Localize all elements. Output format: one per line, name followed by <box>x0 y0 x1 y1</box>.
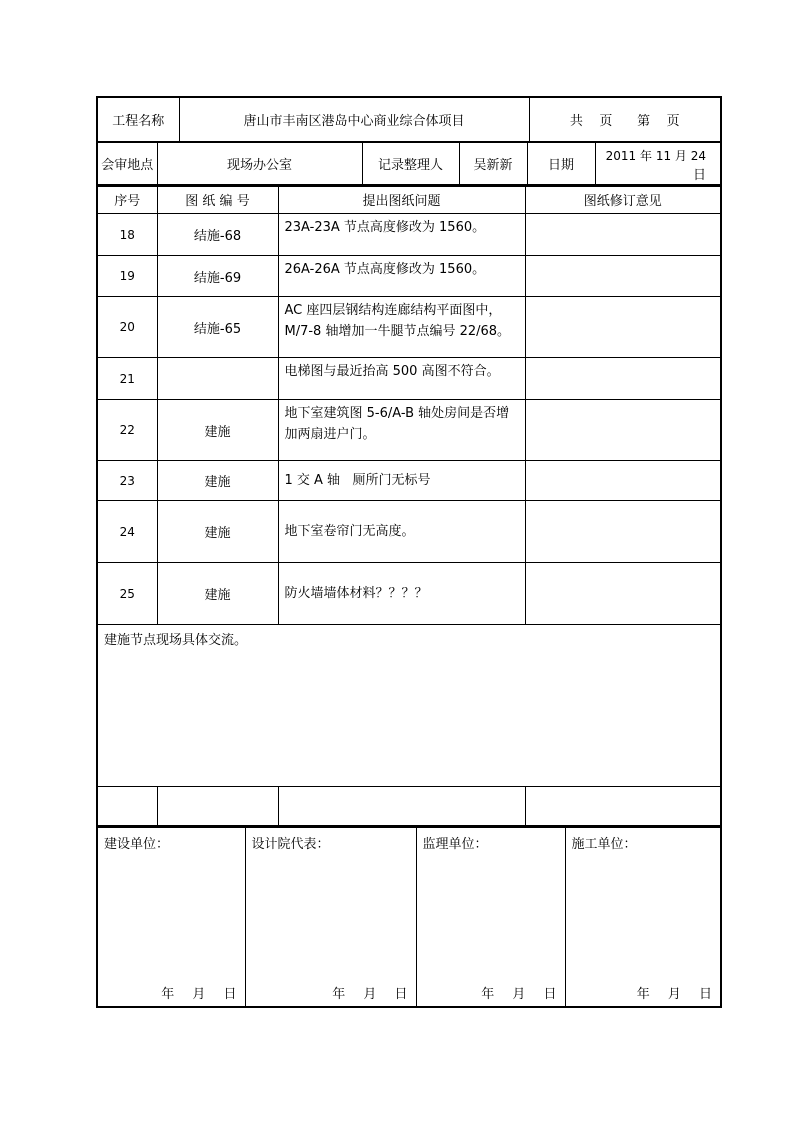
row-issue: 电梯图与最近抬高 500 高图不符合。 <box>278 358 525 400</box>
col-drawing-no: 图 纸 编 号 <box>157 186 278 214</box>
row-opinion <box>525 358 721 400</box>
table-row <box>97 358 721 400</box>
row-issue: AC 座四层钢结构连廊结构平面图中，M/7-8 轴增加一牛腿节点编号 22/68。 <box>278 297 525 358</box>
owner-label: 建设单位： <box>104 837 170 852</box>
row-seq: 24 <box>97 501 157 563</box>
row-seq: 19 <box>97 256 157 297</box>
note-text: 建施节点现场具体交流。 <box>97 625 721 787</box>
owner-signature-cell <box>97 827 245 1007</box>
empty-cell <box>525 787 721 826</box>
row-opinion <box>525 256 721 297</box>
table-row <box>97 256 721 297</box>
drawing-review-record-form <box>96 96 720 1008</box>
empty-cell <box>157 787 278 826</box>
row-seq: 22 <box>97 400 157 461</box>
supervisor-date: 年 月 日 <box>481 987 557 1002</box>
recorder-value: 吴新新 <box>459 142 527 184</box>
col-seq: 序号 <box>97 186 157 214</box>
row-seq: 23 <box>97 461 157 501</box>
page-info: 共 页 第 页 <box>529 97 721 141</box>
table-row <box>97 461 721 501</box>
column-header-row <box>97 186 721 214</box>
row-opinion <box>525 214 721 256</box>
table-row <box>97 214 721 256</box>
project-label: 工程名称 <box>97 97 179 141</box>
row-drawing <box>157 358 278 400</box>
date-value-line2: 日 <box>692 167 706 183</box>
row-drawing: 建施 <box>157 461 278 501</box>
row-issue: 26A-26A 节点高度修改为 1560。 <box>278 256 525 297</box>
row-issue: 防火墙墙体材料？？？？ <box>278 563 525 625</box>
row-drawing: 建施 <box>157 501 278 563</box>
meta-table <box>96 142 722 185</box>
row-seq: 18 <box>97 214 157 256</box>
designer-date: 年 月 日 <box>332 987 408 1002</box>
contractor-label: 施工单位： <box>571 837 637 852</box>
location-label: 会审地点 <box>97 142 157 184</box>
table-row <box>97 501 721 563</box>
row-issue: 地下室建筑图 5-6/A-B 轴处房间是否增加两扇进户门。 <box>278 400 525 461</box>
row-opinion <box>525 563 721 625</box>
header-table <box>96 96 722 142</box>
location-value: 现场办公室 <box>157 142 362 184</box>
contractor-date: 年 月 日 <box>636 987 712 1002</box>
row-drawing: 结施-69 <box>157 256 278 297</box>
contractor-signature-cell <box>565 827 721 1007</box>
row-seq: 21 <box>97 358 157 400</box>
row-drawing: 建施 <box>157 563 278 625</box>
empty-cell <box>97 787 157 826</box>
supervisor-label: 监理单位： <box>422 837 488 852</box>
row-drawing: 结施-68 <box>157 214 278 256</box>
table-row <box>97 563 721 625</box>
empty-cell <box>278 787 525 826</box>
designer-label: 设计院代表： <box>251 837 330 852</box>
issues-table <box>96 185 722 827</box>
row-drawing: 建施 <box>157 400 278 461</box>
row-opinion <box>525 461 721 501</box>
project-name: 唐山市丰南区港岛中心商业综合体项目 <box>179 97 529 141</box>
row-opinion <box>525 501 721 563</box>
row-seq: 25 <box>97 563 157 625</box>
designer-signature-cell <box>245 827 416 1007</box>
date-value <box>595 142 721 184</box>
owner-date: 年 月 日 <box>161 987 237 1002</box>
table-row <box>97 297 721 358</box>
empty-row <box>97 787 721 826</box>
signature-table <box>96 826 722 1008</box>
row-seq: 20 <box>97 297 157 358</box>
row-opinion <box>525 297 721 358</box>
col-opinion: 图纸修订意见 <box>525 186 721 214</box>
row-opinion <box>525 400 721 461</box>
date-value-line1: 2011 年 11 月 24 <box>605 148 706 163</box>
recorder-label: 记录整理人 <box>362 142 459 184</box>
row-issue: 23A-23A 节点高度修改为 1560。 <box>278 214 525 256</box>
row-issue: 地下室卷帘门无高度。 <box>278 501 525 563</box>
table-row <box>97 400 721 461</box>
row-drawing: 结施-65 <box>157 297 278 358</box>
date-label: 日期 <box>527 142 595 184</box>
col-issue: 提出图纸问题 <box>278 186 525 214</box>
supervisor-signature-cell <box>416 827 565 1007</box>
note-row <box>97 625 721 787</box>
row-issue: 1 交 A 轴 厕所门无标号 <box>278 461 525 501</box>
